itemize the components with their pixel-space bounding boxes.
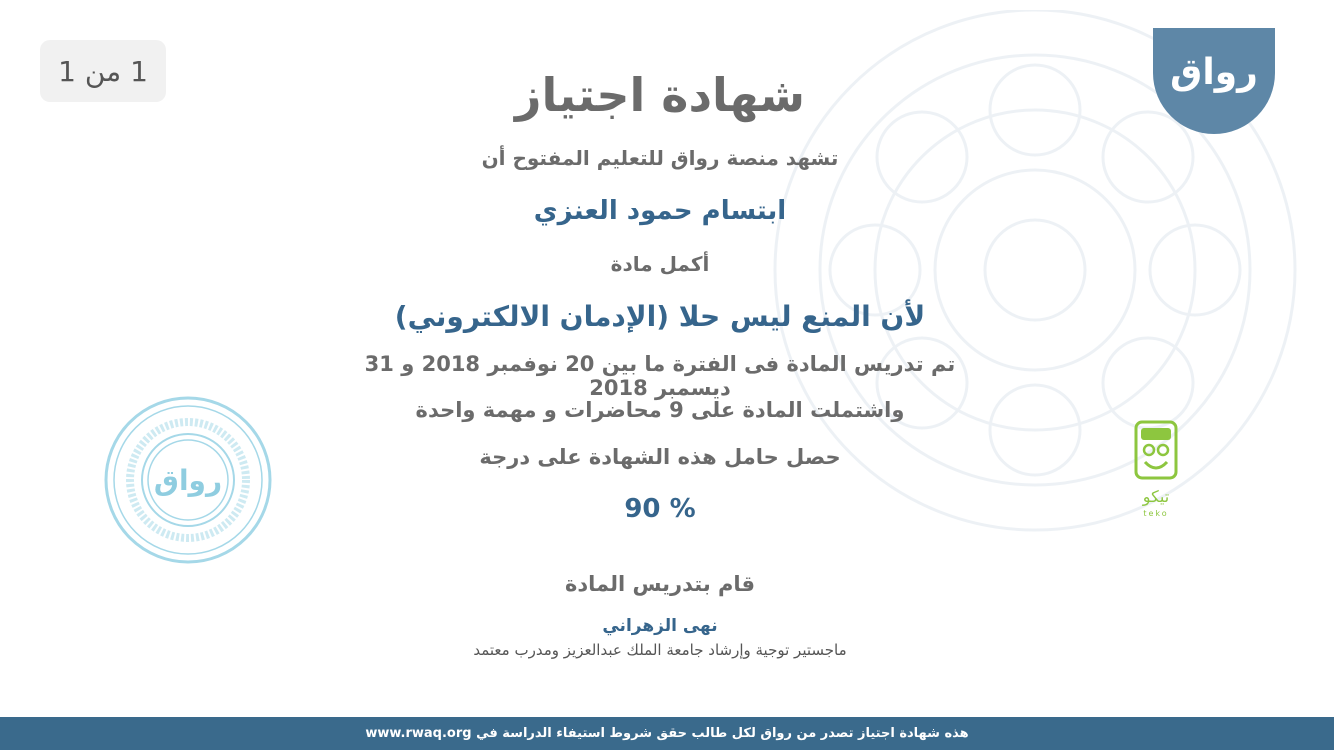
course-contents: واشتملت المادة على 9 محاضرات و مهمة واحدة	[415, 398, 905, 422]
seal-icon	[104, 396, 272, 564]
completed-label: أكمل مادة	[610, 252, 710, 276]
seal-text: رواق	[153, 464, 223, 497]
grade-label: حصل حامل هذه الشهادة على درجة	[479, 445, 841, 469]
certificate-statement: تشهد منصة رواق للتعليم المفتوح أن	[481, 146, 839, 170]
instructor-title: ماجستير توجية وإرشاد جامعة الملك عبدالعزيز ومدرب معتمد	[473, 641, 847, 659]
taught-by-label: قام بتدريس المادة	[564, 572, 756, 596]
teko-logo-icon	[1132, 420, 1182, 520]
certificate-title: شهادة اجتياز	[515, 68, 805, 122]
course-name: لأن المنع ليس حلا (الإدمان الالكتروني)	[394, 300, 926, 333]
student-name: ابتسام حمود العنزي	[533, 196, 787, 226]
page-indicator: 1 من 1	[40, 40, 166, 102]
grade-value: % 90	[624, 494, 696, 524]
footer-bar	[0, 717, 1334, 750]
rwaq-logo: رواق	[1153, 28, 1275, 134]
course-period: تم تدريس المادة فى الفترة ما بين 20 نوفمبر 2018 و 31 ديسمبر 2018	[364, 352, 956, 400]
footer-text: هذه شهادة اجتياز تصدر من رواق لكل طالب حقق شروط استيفاء الدراسة في www.rwaq.org	[365, 726, 969, 741]
instructor-name: نهى الزهراني	[602, 616, 718, 636]
teko-arabic-text: تيكو	[1142, 487, 1170, 506]
teko-latin-text: teko	[1143, 509, 1169, 518]
